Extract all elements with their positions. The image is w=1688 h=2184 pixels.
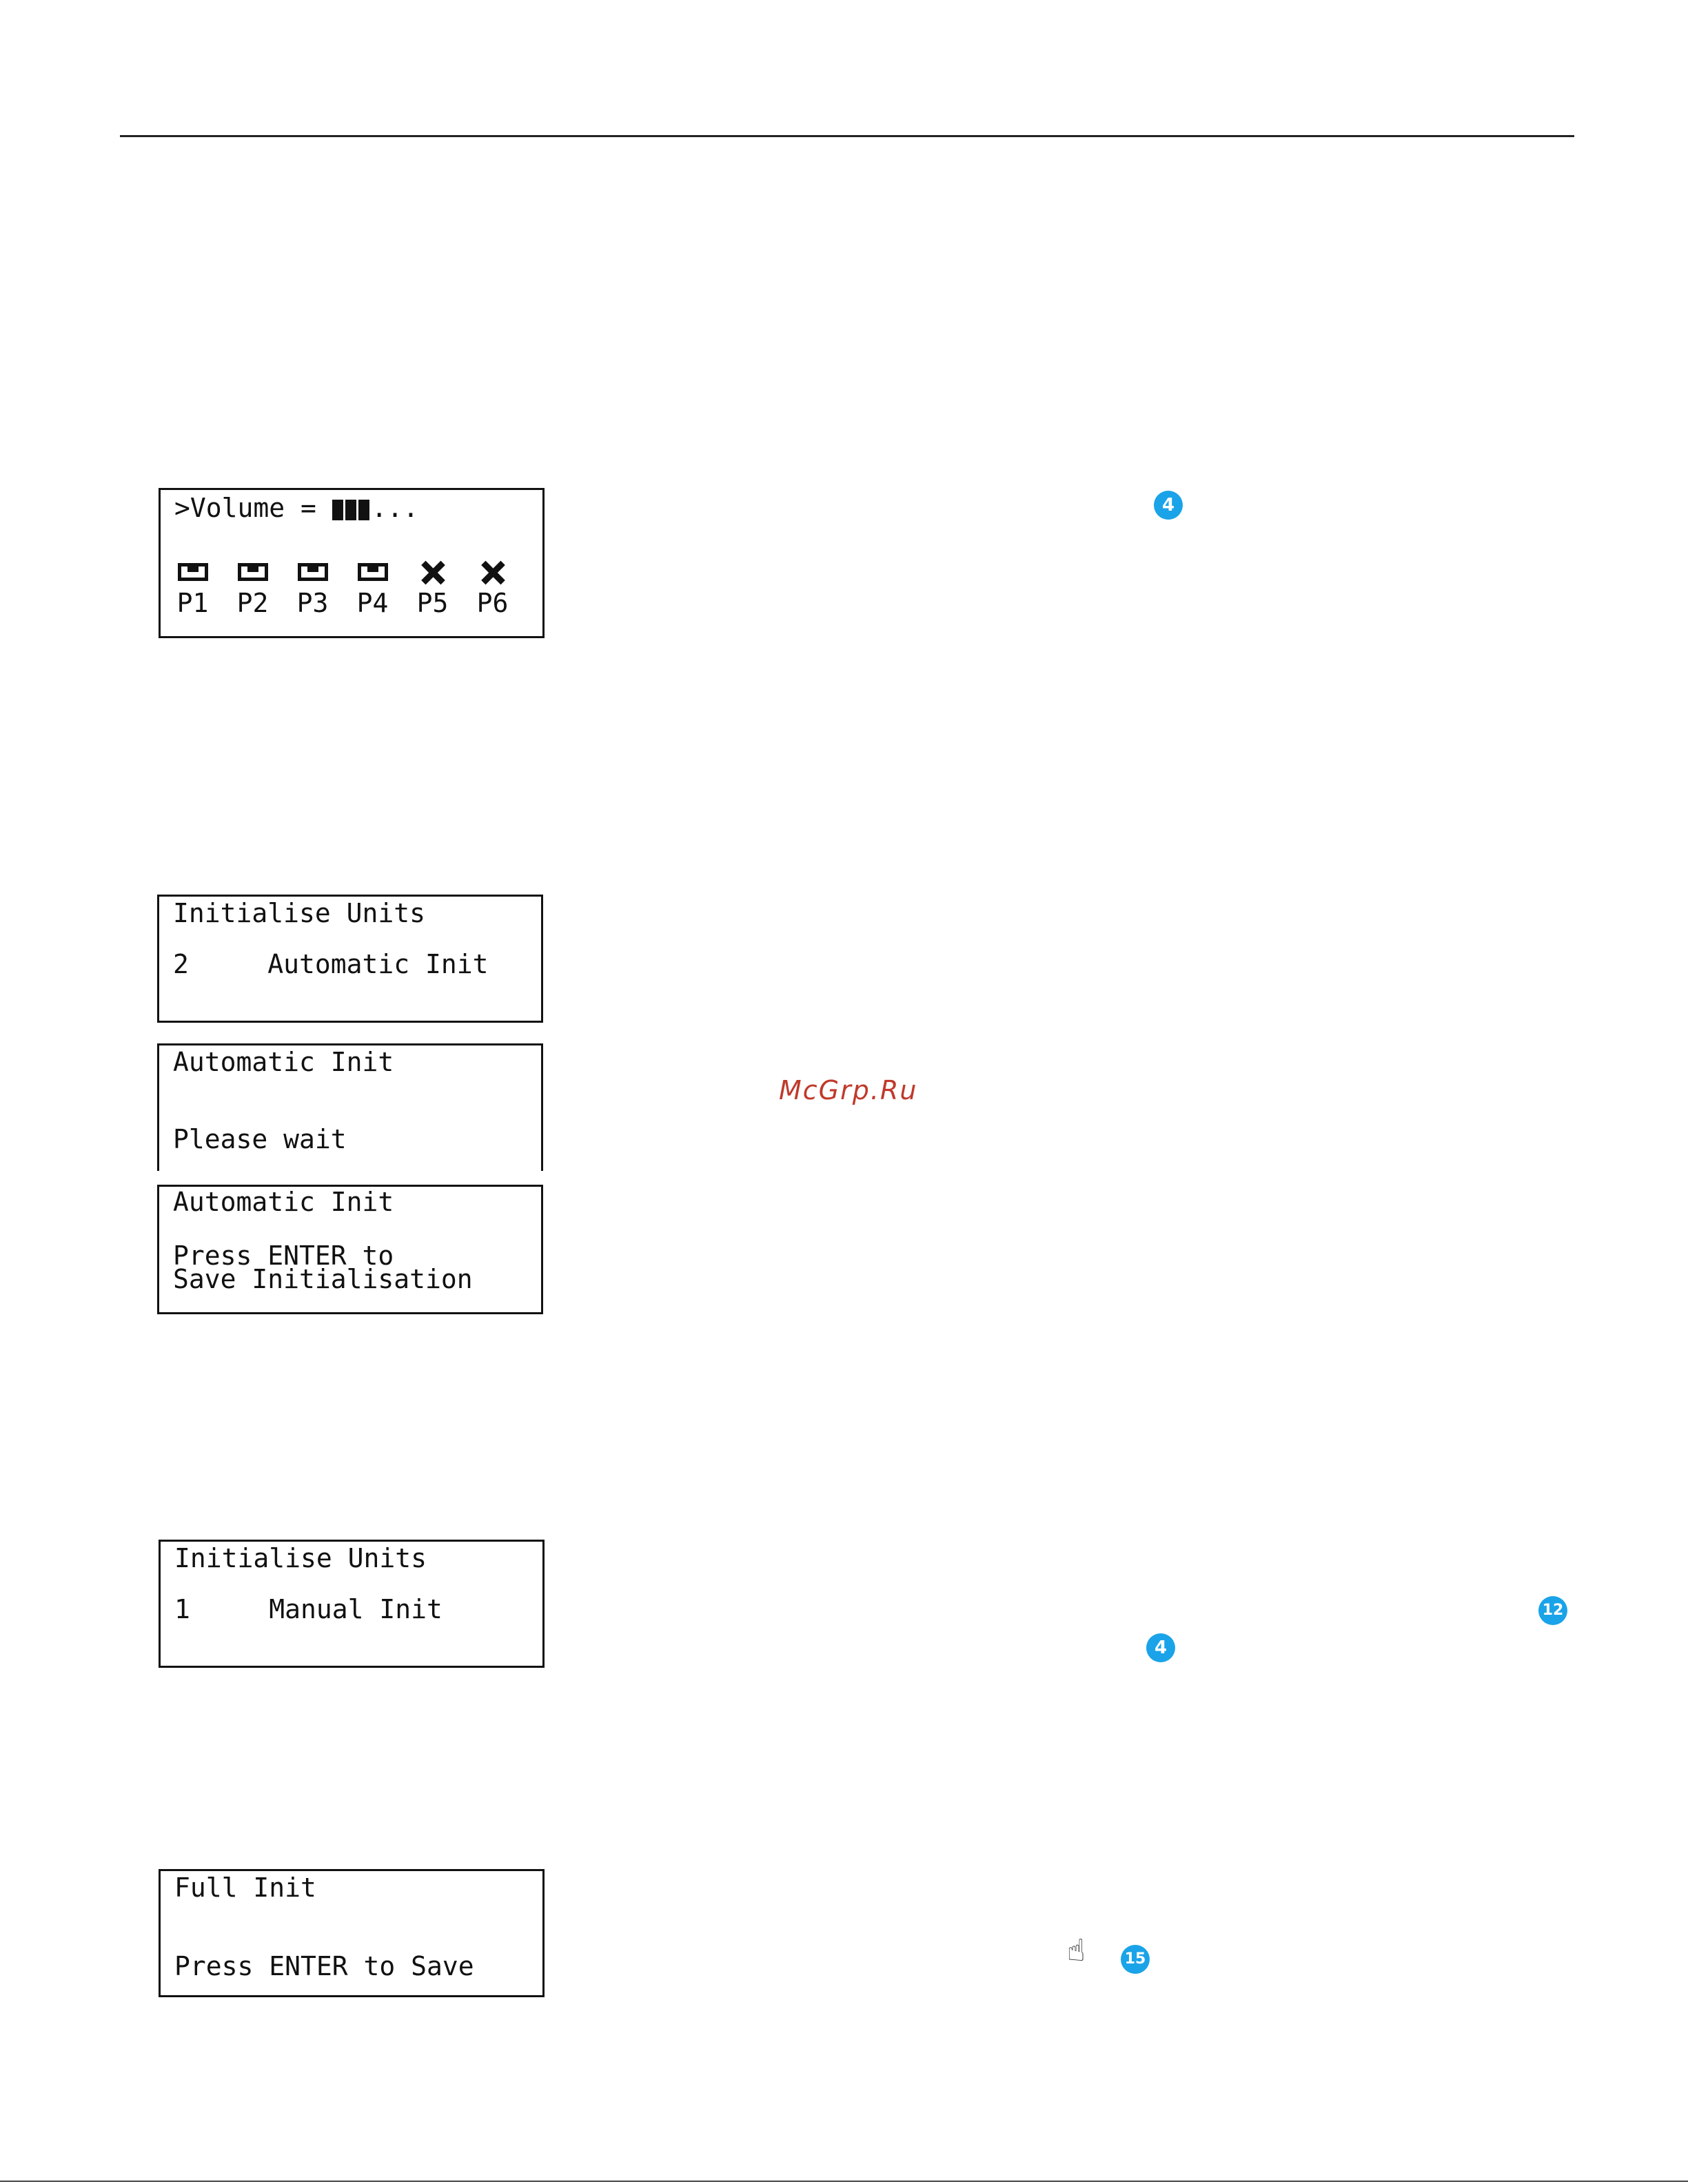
lcd-automatic-save: [157, 1185, 543, 1314]
pump-label: P2: [236, 588, 269, 618]
pump-label: P1: [176, 588, 209, 618]
marker-4-top: 4: [1154, 491, 1183, 520]
pump-inactive-x-icon: [418, 563, 448, 584]
marker-4-mid: 4: [1146, 1633, 1175, 1662]
lcd-title: Automatic Init: [173, 1047, 394, 1077]
volume-bar: [345, 500, 356, 520]
pump-label: P5: [416, 588, 449, 618]
volume-label: >Volume =: [174, 493, 332, 523]
pump-p2: [233, 563, 272, 617]
watermark: McGrp.Ru: [779, 1075, 918, 1105]
marker-12: 12: [1538, 1596, 1567, 1625]
pump-p6: [473, 563, 512, 617]
pump-active-icon: [358, 563, 388, 584]
pump-p3: [293, 563, 332, 617]
volume-bars: [332, 496, 372, 524]
pump-active-icon: [238, 563, 268, 584]
lcd-full-init: [159, 1869, 545, 1997]
lcd-volume-display: [159, 488, 545, 638]
lcd-option: 1 Manual Init: [174, 1594, 443, 1624]
volume-line: [174, 494, 418, 524]
volume-bar: [358, 500, 369, 520]
footer-rule: [0, 2181, 1688, 2182]
volume-bar: [332, 500, 343, 520]
pump-p1: [173, 563, 212, 617]
pump-p5: [413, 563, 452, 617]
header-rule: [120, 135, 1574, 137]
lcd-initialise-manual: [159, 1540, 545, 1668]
lcd-status: Please wait: [173, 1124, 347, 1154]
pump-label: P3: [296, 588, 329, 618]
marker-15: 15: [1121, 1945, 1150, 1974]
lcd-title: Automatic Init: [173, 1187, 394, 1217]
lcd-option: 2 Automatic Init: [173, 949, 489, 979]
lcd-instruction: Press ENTER to Save: [174, 1951, 474, 1981]
pump-label: P4: [356, 588, 389, 618]
pump-inactive-x-icon: [478, 563, 508, 584]
lcd-title: Initialise Units: [173, 898, 426, 928]
pump-active-icon: [298, 563, 328, 584]
lcd-instruction-2: Save Initialisation: [173, 1264, 473, 1294]
pump-p4: [353, 563, 392, 617]
pump-status-row: [173, 563, 512, 617]
pump-active-icon: [178, 563, 208, 584]
lcd-initialise-automatic: [157, 895, 543, 1023]
lcd-automatic-wait: [157, 1043, 543, 1171]
volume-dots: ...: [371, 493, 419, 523]
pump-label: P6: [476, 588, 509, 618]
lcd-title: Initialise Units: [174, 1543, 427, 1573]
lcd-instruction: Press ENTER to: [173, 1241, 394, 1271]
hand-press-icon: ☝: [1067, 1933, 1086, 1968]
lcd-title: Full Init: [174, 1872, 316, 1903]
